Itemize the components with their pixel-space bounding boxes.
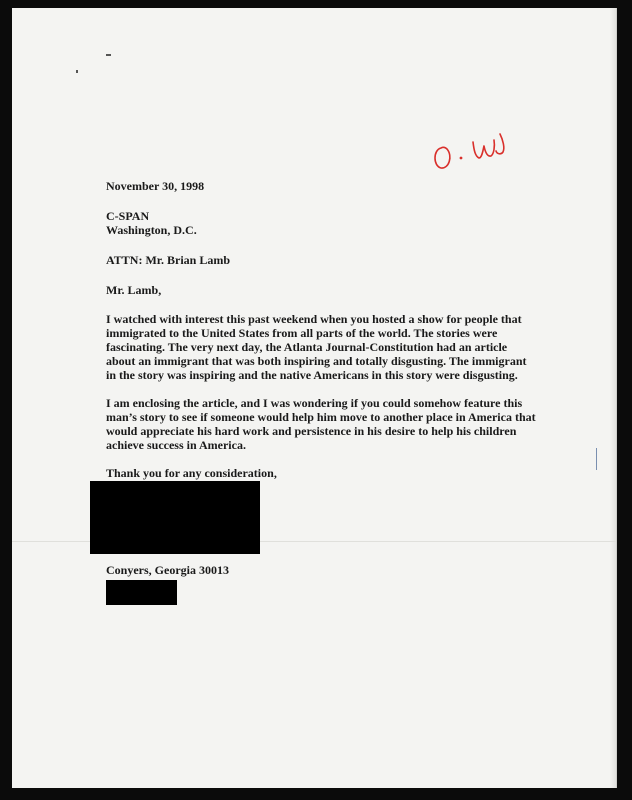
paragraph-line: fascinating. The very next day, the Atlanta Journal-Constitution had an article [106,340,508,354]
paragraph-line: I watched with interest this past weekend when you hosted a show for people that [106,312,522,326]
closing-line: Thank you for any consideration, [106,466,277,480]
sender-city: Conyers, Georgia 30013 [106,563,229,577]
recipient-city: Washington, D.C. [106,223,197,237]
paragraph-2 [106,396,536,452]
salutation: Mr. Lamb, [106,283,162,297]
recipient-org: C-SPAN [106,209,150,223]
paragraph-1 [106,312,526,382]
page-edge-shadow [610,8,616,788]
letter-date: November 30, 1998 [106,179,205,193]
paragraph-line: about an immigrant that was both inspiring and totally disgusting. The immigrant [106,354,527,368]
handwritten-initials [427,120,517,180]
signature-redaction [90,481,260,554]
paragraph-line: immigrated to the United States from all parts of the world. The stories were [106,326,498,340]
ink-speck [76,70,78,73]
paragraph-line: achieve success in America. [106,438,246,452]
attention-line: ATTN: Mr. Brian Lamb [106,253,231,267]
ink-speck [106,54,111,56]
letter-page [12,8,617,788]
paragraph-line: would appreciate his hard work and persistence in his desire to help his children [106,424,517,438]
phone-redaction [106,580,177,605]
margin-pen-mark [596,448,597,470]
paragraph-line: in the story was inspiring and the native Americans in this story were disgusting. [106,368,518,382]
paragraph-line: man’s story to see if someone would help him move to another place in America that [106,410,536,424]
paragraph-line: I am enclosing the article, and I was wondering if you could somehow feature this [106,396,523,410]
